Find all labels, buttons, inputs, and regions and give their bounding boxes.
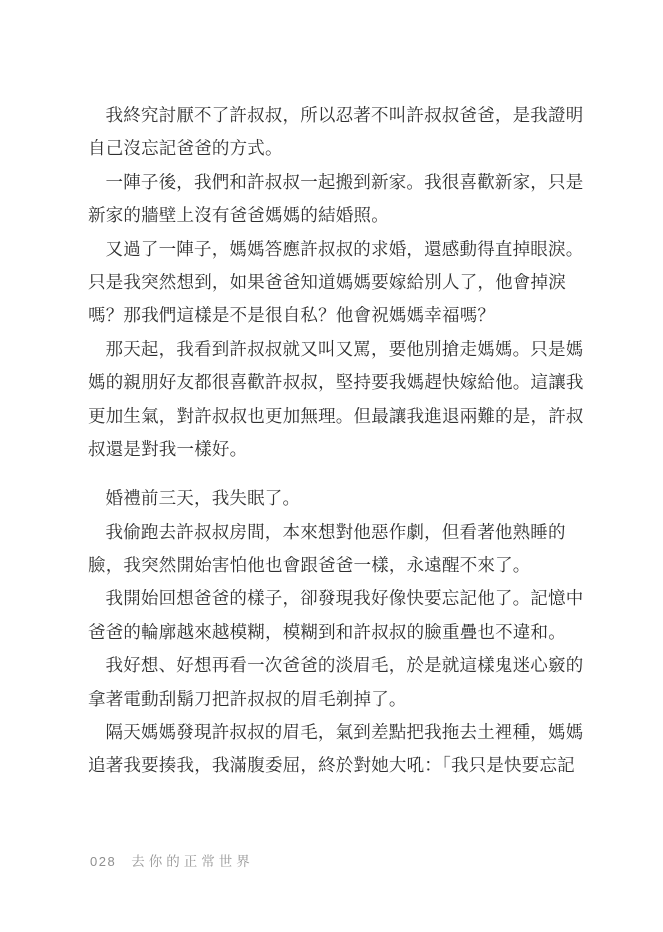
page-number: 028 — [90, 854, 117, 869]
page-footer — [90, 850, 254, 870]
text-line: 又過了一陣子，媽媽答應許叔叔的求婚，還感動得直掉眼淚。 — [105, 238, 584, 259]
paragraph — [88, 233, 590, 333]
text-line: 只是我突然想到，如果爸爸知道媽媽要嫁給別人了，他會掉淚 — [88, 271, 566, 292]
text-line: 臉，我突然開始害怕他也會跟爸爸一樣，永遠醒不來了。 — [88, 555, 531, 576]
text-line: 叔還是對我一樣好。 — [88, 438, 248, 459]
text-line: 媽的親朋好友都很喜歡許叔叔，堅持要我媽趕快嫁給他。這讓我 — [88, 372, 584, 393]
paragraph — [88, 99, 590, 166]
paragraph — [88, 716, 590, 783]
text-line: 一陣子後，我們和許叔叔一起搬到新家。我很喜歡新家，只是 — [105, 171, 584, 192]
paragraph — [88, 166, 590, 233]
text-line: 自己沒忘記爸爸的方式。 — [88, 138, 283, 159]
text-line: 嗎？那我們這樣是不是很自私？他會祝媽媽幸福嗎？ — [88, 305, 496, 326]
paragraph — [88, 333, 590, 467]
paragraph — [88, 516, 590, 583]
text-line: 更加生氣，對許叔叔也更加無理。但最讓我進退兩難的是，許叔 — [88, 405, 584, 426]
text-line: 隔天媽媽發現許叔叔的眉毛，氣到差點把我拖去土裡種，媽媽 — [105, 722, 584, 743]
text-line: 新家的牆壁上沒有爸爸媽媽的結婚照。 — [88, 205, 389, 226]
text-line: 那天起，我看到許叔叔就又叫又罵，要他別搶走媽媽。只是媽 — [105, 338, 584, 359]
scene-break — [88, 466, 590, 482]
paragraph — [88, 649, 590, 716]
text-line: 我偷跑去許叔叔房間，本來想對他惡作劇，但看著他熟睡的 — [105, 521, 566, 542]
text-line: 爸爸的輪廓越來越模糊，模糊到和許叔叔的臉重疊也不違和。 — [88, 621, 566, 642]
paragraph — [88, 582, 590, 649]
text-line: 追著我要揍我，我滿腹委屈，終於對她大吼：「我只是快要忘記 — [88, 755, 575, 776]
text-line: 我開始回想爸爸的樣子，卻發現我好像快要忘記他了。記憶中 — [105, 588, 584, 609]
text-line: 拿著電動刮鬍刀把許叔叔的眉毛剃掉了。 — [88, 688, 407, 709]
body-text — [88, 99, 590, 783]
text-line: 婚禮前三天，我失眠了。 — [105, 488, 301, 509]
text-line: 我好想、好想再看一次爸爸的淡眉毛，於是就這樣鬼迷心竅的 — [105, 655, 584, 676]
text-line: 我終究討厭不了許叔叔，所以忍著不叫許叔叔爸爸，是我證明 — [105, 105, 584, 125]
paragraph — [88, 482, 590, 515]
book-title: 去你的正常世界 — [131, 854, 254, 869]
